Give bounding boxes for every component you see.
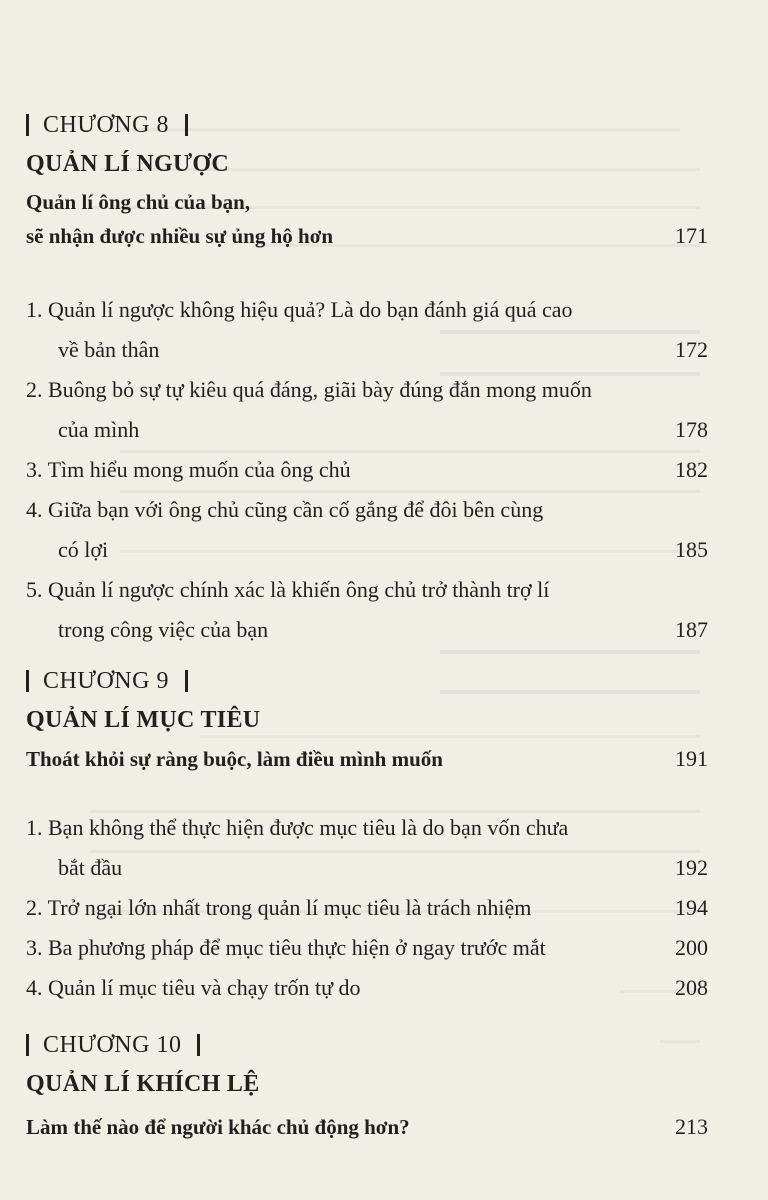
toc-entry[interactable] [26, 570, 708, 650]
subtitle-line: Thoát khỏi sự ràng buộc, làm điều mình muốn [26, 747, 443, 771]
page-number: 182 [675, 457, 708, 482]
chapter-subtitle [26, 1110, 708, 1144]
chapter-bar-left [26, 1034, 29, 1056]
entry-row [26, 330, 708, 370]
toc-entry[interactable] [26, 490, 708, 570]
entry-row [26, 888, 708, 928]
page-number: 192 [675, 855, 708, 880]
chapter-bar-left [26, 670, 29, 692]
page-number: 208 [675, 975, 708, 1000]
entry-line: 3. Tìm hiểu mong muốn của ông chủ [26, 457, 351, 482]
page-number: 187 [675, 617, 708, 642]
toc-entry[interactable] [26, 450, 708, 490]
chapter-subtitle [26, 186, 708, 253]
entry-row [26, 968, 708, 1008]
entry-line: 1. Bạn không thể thực hiện được mục tiêu là do bạn vốn chưa [26, 815, 569, 840]
subtitle-line: Làm thế nào để người khác chủ động hơn? [26, 1115, 410, 1139]
chapter-heading [26, 108, 708, 142]
page-number: 200 [675, 935, 708, 960]
entry-line: 1. Quản lí ngược không hiệu quả? Là do bạn đánh giá quá cao [26, 297, 573, 322]
entry-line: bắt đầu [58, 855, 123, 880]
chapter-heading [26, 1028, 708, 1062]
chapter-8 [26, 108, 708, 253]
entry-row [26, 928, 708, 968]
toc-entry[interactable] [26, 808, 708, 888]
page-number: 171 [675, 223, 708, 248]
chapter-bar-right [185, 114, 188, 136]
entry-line: 4. Quản lí mục tiêu và chạy trốn tự do [26, 975, 361, 1000]
chapter-title: QUẢN LÍ MỤC TIÊU [26, 707, 261, 733]
entry-row [26, 848, 708, 888]
chapter-title: QUẢN LÍ NGƯỢC [26, 151, 230, 177]
toc-entry[interactable] [26, 370, 708, 450]
toc-entry[interactable] [26, 290, 708, 370]
entry-row [26, 410, 708, 450]
entry-row [26, 450, 708, 490]
subtitle-row [26, 1110, 708, 1144]
entry-line: 5. Quản lí ngược chính xác là khiến ông chủ trở thành trợ lí [26, 577, 550, 602]
toc-entry[interactable] [26, 968, 708, 1008]
entry-line: có lợi [58, 537, 109, 562]
chapter-8-sections [26, 290, 708, 650]
page-number: 178 [675, 417, 708, 442]
subtitle-row [26, 742, 708, 776]
entry-line: trong công việc của bạn [58, 617, 269, 642]
entry-line: 4. Giữa bạn với ông chủ cũng cần cố gắng để đôi bên cùng [26, 497, 544, 522]
page-number: 185 [675, 537, 708, 562]
chapter-subtitle [26, 742, 708, 776]
toc-entry[interactable] [26, 928, 708, 968]
entry-line: về bản thân [58, 337, 160, 362]
entry-line: của mình [58, 417, 140, 442]
chapter-bar-right [197, 1034, 200, 1056]
toc-entry[interactable] [26, 888, 708, 928]
chapter-label: CHƯƠNG 9 [43, 667, 169, 694]
chapter-bar-right [185, 670, 188, 692]
page-number: 194 [675, 895, 708, 920]
subtitle-line: sẽ nhận được nhiều sự ủng hộ hơn [26, 224, 334, 248]
chapter-label: CHƯƠNG 10 [43, 1031, 182, 1058]
entry-row [26, 530, 708, 570]
chapter-label: CHƯƠNG 8 [43, 111, 169, 138]
chapter-9-sections [26, 808, 708, 1008]
entry-line: 3. Ba phương pháp để mục tiêu thực hiện ở ngay trước mắt [26, 935, 546, 960]
page-number: 191 [675, 746, 708, 771]
chapter-bar-left [26, 114, 29, 136]
page-number: 172 [675, 337, 708, 362]
chapter-9 [26, 664, 708, 776]
chapter-title: QUẢN LÍ KHÍCH LỆ [26, 1071, 260, 1097]
chapter-10 [26, 1028, 708, 1144]
page-number: 213 [675, 1114, 708, 1139]
entry-line: 2. Trở ngại lớn nhất trong quản lí mục tiêu là trách nhiệm [26, 895, 532, 920]
entry-row [26, 610, 708, 650]
subtitle-row [26, 219, 708, 253]
entry-line: 2. Buông bỏ sự tự kiêu quá đáng, giãi bày đúng đắn mong muốn [26, 377, 592, 402]
chapter-heading [26, 664, 708, 698]
subtitle-line: Quản lí ông chủ của bạn, [26, 190, 251, 214]
